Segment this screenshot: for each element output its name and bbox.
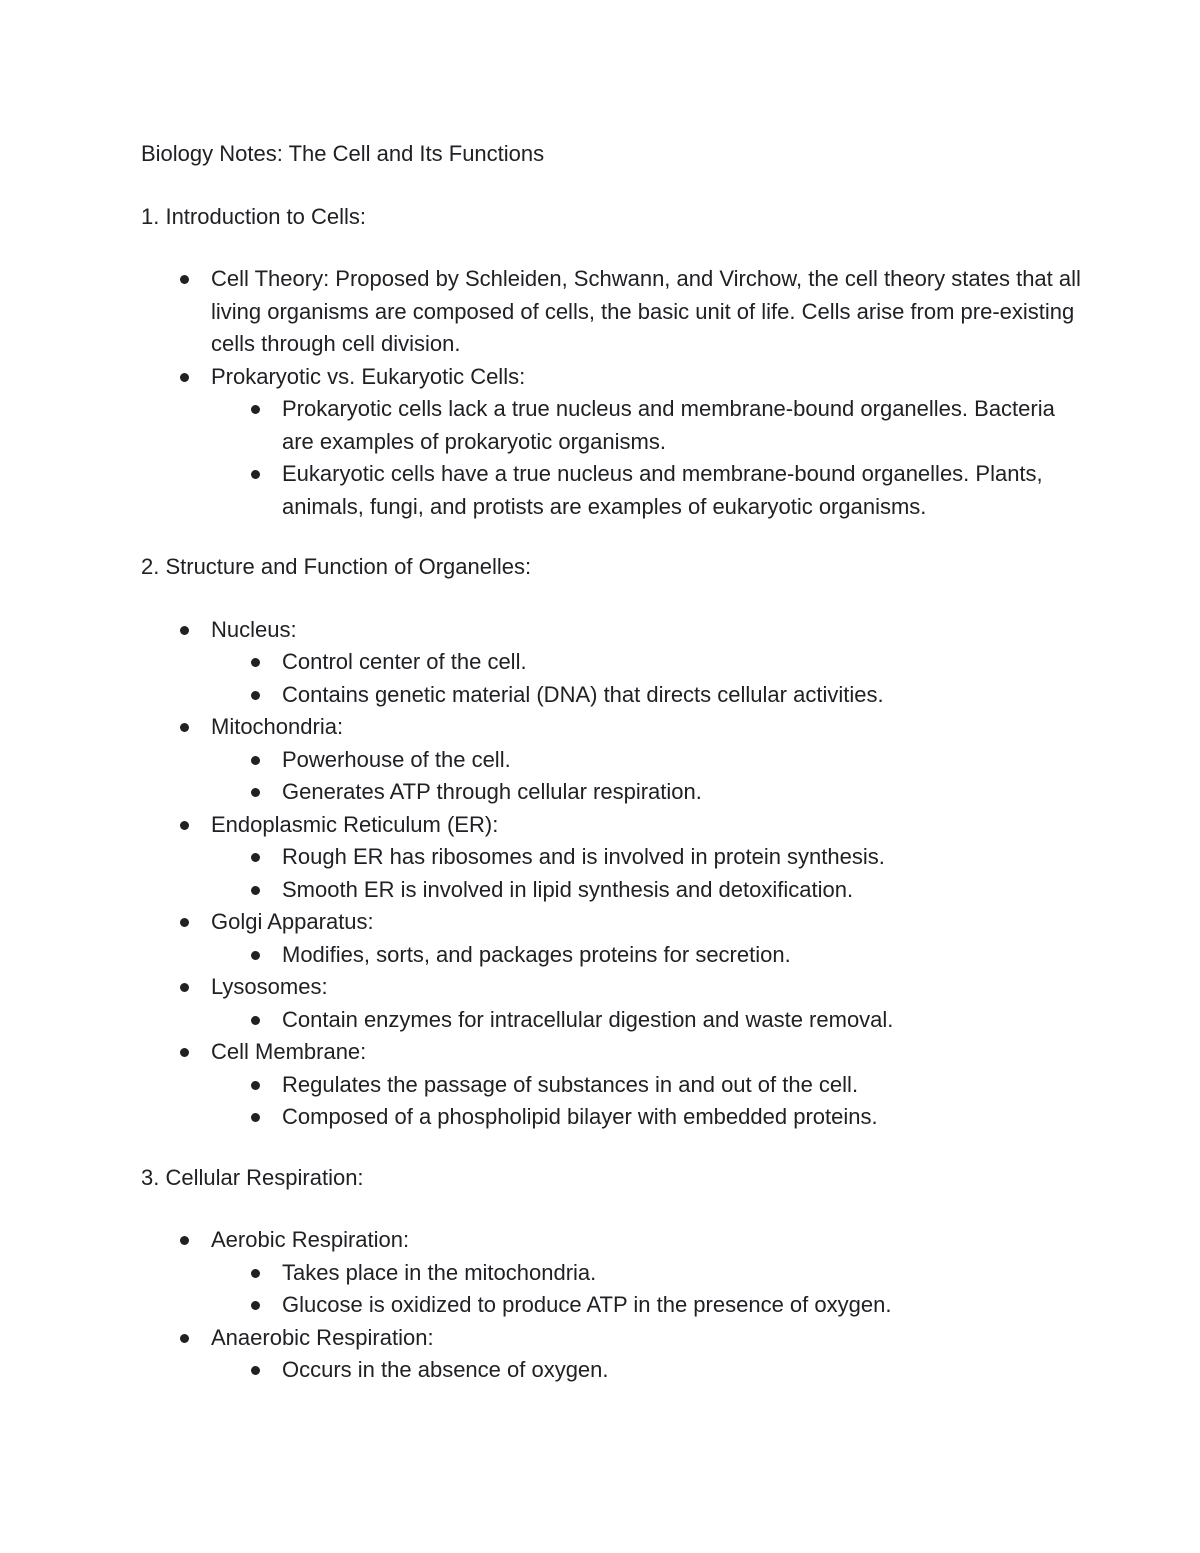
bullet-icon (251, 756, 260, 765)
sub-list-item-text: Occurs in the absence of oxygen. (282, 1357, 609, 1382)
sub-list-item (211, 744, 1081, 777)
list-item-text: Endoplasmic Reticulum (ER): (211, 811, 499, 837)
sublist-wrapper (141, 1354, 1081, 1387)
bullet-icon (180, 983, 189, 992)
bullet-icon (180, 1236, 189, 1245)
bullet-icon (180, 821, 189, 830)
sub-list-item-text: Eukaryotic cells have a true nucleus and membrane-bound organelles. Plants, animals, fungi, and protists are examples of eukaryotic organisms. (282, 461, 1043, 519)
sub-list-item-text: Prokaryotic cells lack a true nucleus and membrane-bound organelles. Bacteria are examples of prokaryotic organisms. (282, 396, 1055, 454)
sublist-wrapper (141, 841, 1081, 906)
sub-list-item (211, 1004, 1081, 1037)
sub-list-item-text: Generates ATP through cellular respiration. (282, 779, 702, 804)
section-heading: 2. Structure and Function of Organelles: (141, 554, 532, 579)
list-item (141, 361, 1081, 394)
list-item-text: Anaerobic Respiration: (211, 1324, 434, 1350)
spacer (141, 233, 1081, 263)
sub-list-item (211, 874, 1081, 907)
list-item-text: Cell Membrane: (211, 1039, 367, 1064)
list-item-text: Golgi Apparatus: (211, 909, 374, 934)
bullet-icon (180, 1048, 189, 1057)
sub-list-item-text: Takes place in the mitochondria. (282, 1259, 597, 1285)
bullet-icon (180, 1334, 189, 1343)
sub-bullet-list (211, 646, 1081, 711)
bullet-icon (251, 853, 260, 862)
document-body (141, 138, 1081, 1387)
list-item (141, 1036, 1081, 1069)
list-item (141, 711, 1081, 744)
sub-list-item (211, 646, 1081, 679)
bullet-icon (251, 951, 260, 960)
bullet-icon (251, 1016, 260, 1025)
list-item (141, 1224, 1081, 1257)
sub-list-item (211, 1257, 1081, 1290)
spacer (141, 1194, 1081, 1224)
bullet-list (141, 1224, 1081, 1387)
sub-list-item (211, 1101, 1081, 1134)
bullet-icon (180, 723, 189, 732)
bullet-icon (251, 1366, 260, 1375)
spacer (141, 171, 1081, 201)
sub-list-item-text: Smooth ER is involved in lipid synthesis and detoxification. (282, 876, 854, 902)
sub-list-item (211, 776, 1081, 809)
bullet-icon (251, 405, 260, 414)
list-item (141, 263, 1081, 361)
bullet-icon (251, 1301, 260, 1310)
sub-list-item-text: Modifies, sorts, and packages proteins for secretion. (282, 941, 791, 967)
bullet-icon (251, 1269, 260, 1278)
list-item-text: Nucleus: (211, 616, 297, 642)
sub-list-item-text: Control center of the cell. (282, 649, 527, 674)
sub-list-item-text: Rough ER has ribosomes and is involved in protein synthesis. (282, 844, 885, 869)
bullet-icon (251, 658, 260, 667)
sub-bullet-list (211, 744, 1081, 809)
sublist-wrapper (141, 1257, 1081, 1322)
sublist-wrapper (141, 939, 1081, 972)
bullet-list (141, 263, 1081, 523)
sub-list-item (211, 1289, 1081, 1322)
list-item (141, 971, 1081, 1004)
sub-list-item (211, 458, 1081, 523)
bullet-icon (251, 788, 260, 797)
bullet-icon (180, 626, 189, 635)
sub-list-item (211, 841, 1081, 874)
sub-bullet-list (211, 1069, 1081, 1134)
sub-list-item-text: Powerhouse of the cell. (282, 746, 511, 772)
bullet-icon (251, 470, 260, 479)
bullet-icon (180, 918, 189, 927)
spacer (141, 1134, 1081, 1162)
sublist-wrapper (141, 393, 1081, 523)
list-item (141, 906, 1081, 939)
list-item-text: Mitochondria: (211, 714, 344, 739)
bullet-icon (251, 886, 260, 895)
sub-list-item-text: Contain enzymes for intracellular digestion and waste removal. (282, 1006, 894, 1032)
spacer (141, 523, 1081, 551)
sub-bullet-list (211, 939, 1081, 972)
bullet-icon (251, 691, 260, 700)
section-heading: 3. Cellular Respiration: (141, 1164, 364, 1190)
list-item (141, 809, 1081, 842)
sub-list-item-text: Regulates the passage of substances in and out of the cell. (282, 1071, 859, 1097)
sub-bullet-list (211, 1257, 1081, 1322)
sublist-wrapper (141, 646, 1081, 711)
bullet-icon (251, 1081, 260, 1090)
sub-bullet-list (211, 841, 1081, 906)
list-item (141, 614, 1081, 647)
sub-bullet-list (211, 393, 1081, 523)
sub-list-item (211, 393, 1081, 458)
document-title: Biology Notes: The Cell and Its Functions (141, 141, 545, 166)
list-item (141, 1322, 1081, 1355)
list-item-text: Cell Theory: Proposed by Schleiden, Schwann, and Virchow, the cell theory states that all living organisms are composed of cells, the basic unit of life. Cells arise from pre-existing cells through cell division. (211, 266, 1081, 356)
sub-bullet-list (211, 1354, 1081, 1387)
sublist-wrapper (141, 744, 1081, 809)
sections-container (141, 201, 1081, 1387)
sub-bullet-list (211, 1004, 1081, 1037)
sub-list-item-text: Contains genetic material (DNA) that directs cellular activities. (282, 681, 884, 707)
bullet-icon (180, 373, 189, 382)
list-item-text: Aerobic Respiration: (211, 1227, 410, 1252)
sub-list-item (211, 679, 1081, 712)
sub-list-item (211, 939, 1081, 972)
bullet-icon (180, 275, 189, 284)
sublist-wrapper (141, 1069, 1081, 1134)
list-item-text: Lysosomes: (211, 974, 328, 999)
list-item-text: Prokaryotic vs. Eukaryotic Cells: (211, 363, 526, 389)
bullet-list (141, 614, 1081, 1134)
bullet-icon (251, 1113, 260, 1122)
section-heading: 1. Introduction to Cells: (141, 203, 367, 229)
sub-list-item-text: Glucose is oxidized to produce ATP in the presence of oxygen. (282, 1292, 892, 1317)
sub-list-item (211, 1354, 1081, 1387)
sublist-wrapper (141, 1004, 1081, 1037)
sub-list-item-text: Composed of a phospholipid bilayer with embedded proteins. (282, 1104, 878, 1129)
sub-list-item (211, 1069, 1081, 1102)
spacer (141, 584, 1081, 614)
